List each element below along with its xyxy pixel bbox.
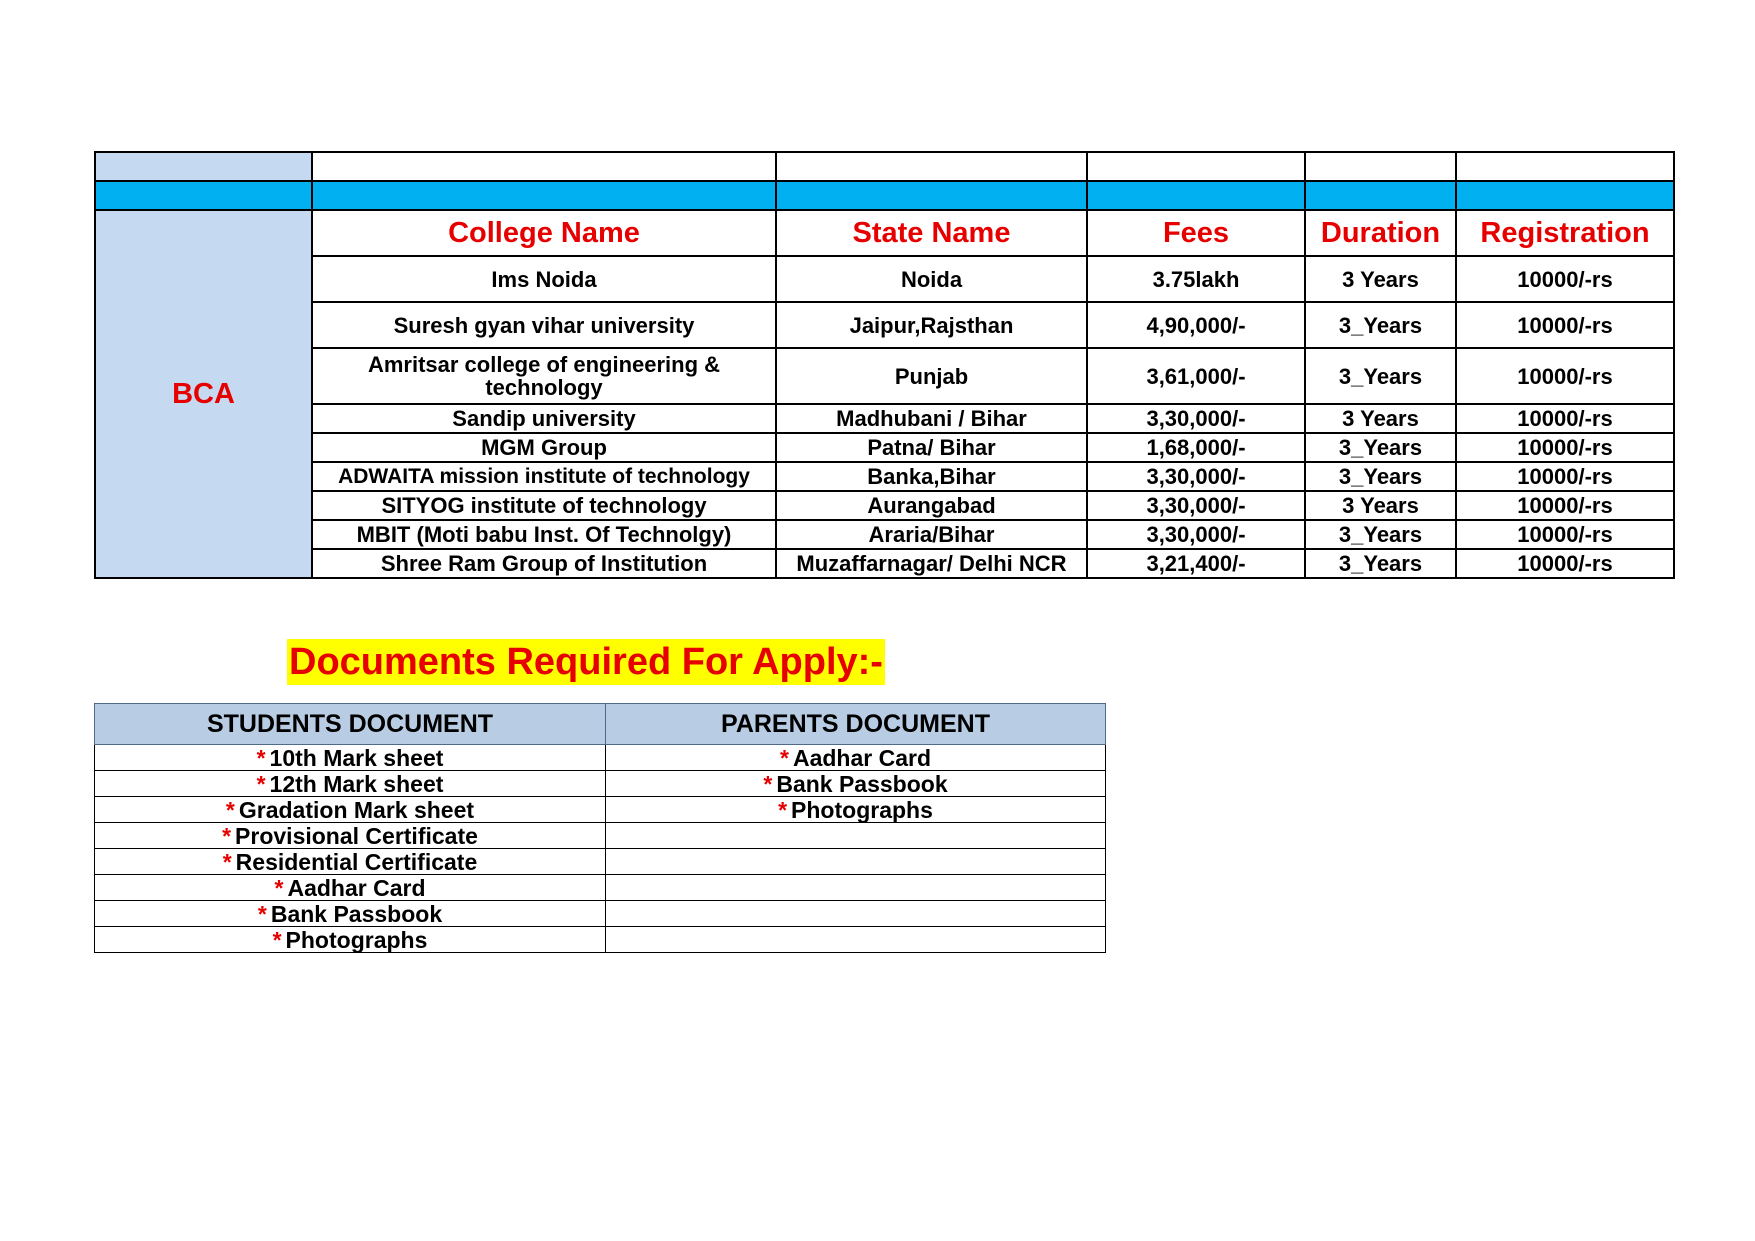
student-doc-label: 10th Mark sheet <box>269 744 444 771</box>
document-row <box>95 771 1106 797</box>
student-doc-label: Residential Certificate <box>235 848 478 875</box>
college-row <box>95 462 1674 491</box>
header-registration: Registration <box>1456 210 1674 256</box>
header-college-name: College Name <box>312 210 776 256</box>
student-doc-label: 12th Mark sheet <box>269 770 444 797</box>
fees-cell: 3,21,400/- <box>1087 549 1305 578</box>
college-name-cell: MGM Group <box>312 433 776 462</box>
blank-cell <box>1305 152 1456 181</box>
documents-table <box>94 703 1106 953</box>
student-doc-cell <box>95 823 606 849</box>
bullet-star: * <box>257 900 267 927</box>
duration-cell: 3 Years <box>1305 256 1456 302</box>
parent-doc-cell <box>606 875 1106 901</box>
parent-doc-cell <box>606 771 1106 797</box>
duration-cell: 3_Years <box>1305 549 1456 578</box>
college-name-cell: ADWAITA mission institute of technology <box>312 462 776 491</box>
bullet-star: * <box>763 770 773 797</box>
college-table <box>94 151 1675 579</box>
parent-doc-cell <box>606 849 1106 875</box>
student-doc-label: Gradation Mark sheet <box>238 796 475 823</box>
parents-document-header: PARENTS DOCUMENT <box>606 704 1106 745</box>
college-row <box>95 433 1674 462</box>
fees-cell: 3,30,000/- <box>1087 520 1305 549</box>
state-cell: Aurangabad <box>776 491 1087 520</box>
state-cell: Punjab <box>776 348 1087 404</box>
student-doc-cell <box>95 875 606 901</box>
documents-heading: Documents Required For Apply:- <box>289 641 883 683</box>
state-cell: Patna/ Bihar <box>776 433 1087 462</box>
state-cell: Jaipur,Rajsthan <box>776 302 1087 348</box>
parent-doc-label: Photographs <box>791 796 933 823</box>
duration-cell: 3_Years <box>1305 520 1456 549</box>
cyan-cell <box>1087 181 1305 210</box>
state-cell: Muzaffarnagar/ Delhi NCR <box>776 549 1087 578</box>
cyan-cell <box>1305 181 1456 210</box>
state-cell: Noida <box>776 256 1087 302</box>
registration-cell: 10000/-rs <box>1456 549 1674 578</box>
header-duration: Duration <box>1305 210 1456 256</box>
college-row <box>95 404 1674 433</box>
course-name-cell: BCA <box>95 210 312 578</box>
duration-cell: 3_Years <box>1305 433 1456 462</box>
document-row <box>95 927 1106 953</box>
student-doc-label: Provisional Certificate <box>235 822 478 849</box>
registration-cell: 10000/-rs <box>1456 348 1674 404</box>
document-row <box>95 875 1106 901</box>
document-row <box>95 823 1106 849</box>
registration-cell: 10000/-rs <box>1456 302 1674 348</box>
college-name-cell: SITYOG institute of technology <box>312 491 776 520</box>
bullet-star: * <box>272 926 282 953</box>
students-document-header: STUDENTS DOCUMENT <box>95 704 606 745</box>
blank-row <box>95 152 1674 181</box>
parent-doc-cell <box>606 745 1106 771</box>
bullet-star: * <box>256 744 266 771</box>
state-cell: Araria/Bihar <box>776 520 1087 549</box>
cyan-band-row <box>95 181 1674 210</box>
student-doc-label: Bank Passbook <box>270 900 443 927</box>
header-fees: Fees <box>1087 210 1305 256</box>
parent-doc-cell <box>606 797 1106 823</box>
document-row <box>95 797 1106 823</box>
duration-cell: 3_Years <box>1305 302 1456 348</box>
blank-cell <box>776 152 1087 181</box>
document-row <box>95 849 1106 875</box>
college-name-cell: Ims Noida <box>312 256 776 302</box>
student-doc-cell <box>95 849 606 875</box>
student-doc-cell <box>95 771 606 797</box>
college-name-cell: Sandip university <box>312 404 776 433</box>
fees-cell: 3,61,000/- <box>1087 348 1305 404</box>
college-name-cell: Shree Ram Group of Institution <box>312 549 776 578</box>
registration-cell: 10000/-rs <box>1456 491 1674 520</box>
bullet-star: * <box>780 744 789 771</box>
fees-cell: 1,68,000/- <box>1087 433 1305 462</box>
fees-cell: 4,90,000/- <box>1087 302 1305 348</box>
college-row <box>95 491 1674 520</box>
duration-cell: 3_Years <box>1305 348 1456 404</box>
fees-cell: 3,30,000/- <box>1087 491 1305 520</box>
registration-cell: 10000/-rs <box>1456 433 1674 462</box>
bullet-star: * <box>222 848 232 875</box>
college-name-cell: Amritsar college of engineering & technology <box>312 348 776 404</box>
bullet-star: * <box>222 822 232 849</box>
documents-header-row <box>95 704 1106 745</box>
header-state-name: State Name <box>776 210 1087 256</box>
student-doc-cell <box>95 901 606 927</box>
blank-cell <box>1087 152 1305 181</box>
college-header-row <box>95 210 1674 256</box>
registration-cell: 10000/-rs <box>1456 462 1674 491</box>
college-name-cell: Suresh gyan vihar university <box>312 302 776 348</box>
college-row <box>95 302 1674 348</box>
college-row <box>95 520 1674 549</box>
bullet-star: * <box>274 874 284 901</box>
student-doc-cell <box>95 797 606 823</box>
student-doc-cell <box>95 745 606 771</box>
college-row <box>95 256 1674 302</box>
cyan-cell <box>1456 181 1674 210</box>
parent-doc-cell <box>606 823 1106 849</box>
document-row <box>95 745 1106 771</box>
blank-cell <box>1456 152 1674 181</box>
duration-cell: 3_Years <box>1305 462 1456 491</box>
blank-cell <box>95 152 312 181</box>
registration-cell: 10000/-rs <box>1456 256 1674 302</box>
cyan-cell <box>95 181 312 210</box>
duration-cell: 3 Years <box>1305 404 1456 433</box>
bullet-star: * <box>778 796 788 823</box>
bullet-star: * <box>225 796 235 823</box>
cyan-cell <box>312 181 776 210</box>
student-doc-label: Aadhar Card <box>287 874 426 901</box>
fees-cell: 3,30,000/- <box>1087 404 1305 433</box>
college-name-cell: MBIT (Moti babu Inst. Of Technolgy) <box>312 520 776 549</box>
college-row <box>95 549 1674 578</box>
duration-cell: 3 Years <box>1305 491 1456 520</box>
parent-doc-cell <box>606 901 1106 927</box>
college-row <box>95 348 1674 404</box>
parent-doc-label: Aadhar Card <box>792 744 931 771</box>
fees-cell: 3.75lakh <box>1087 256 1305 302</box>
state-cell: Banka,Bihar <box>776 462 1087 491</box>
state-cell: Madhubani / Bihar <box>776 404 1087 433</box>
cyan-cell <box>776 181 1087 210</box>
bullet-star: * <box>256 770 266 797</box>
fees-cell: 3,30,000/- <box>1087 462 1305 491</box>
registration-cell: 10000/-rs <box>1456 520 1674 549</box>
registration-cell: 10000/-rs <box>1456 404 1674 433</box>
blank-cell <box>312 152 776 181</box>
parent-doc-cell <box>606 927 1106 953</box>
parent-doc-label: Bank Passbook <box>776 770 948 797</box>
student-doc-label: Photographs <box>285 926 428 953</box>
document-row <box>95 901 1106 927</box>
student-doc-cell <box>95 927 606 953</box>
